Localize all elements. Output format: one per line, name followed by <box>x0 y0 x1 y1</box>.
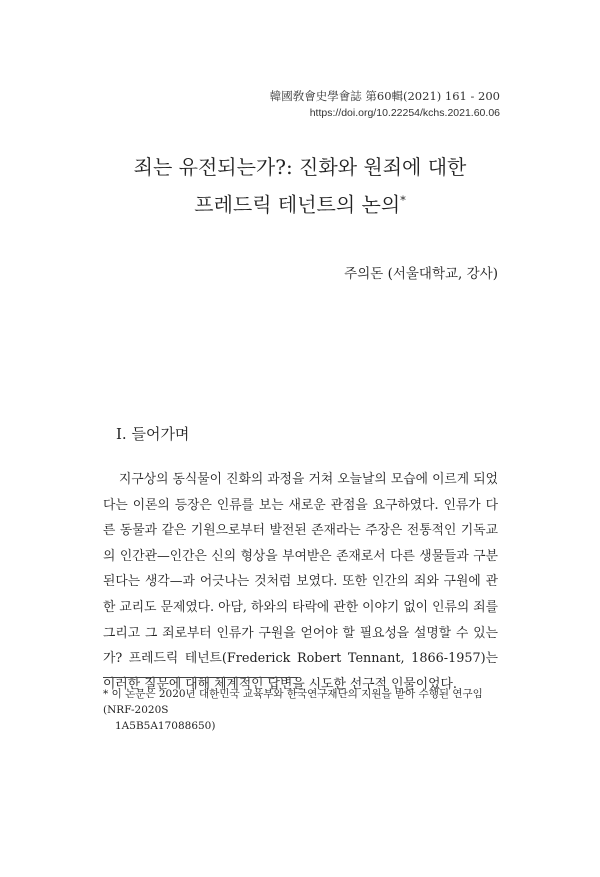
footnote-divider <box>103 677 298 678</box>
doi-link[interactable]: https://doi.org/10.22254/kchs.2021.60.06 <box>309 107 500 119</box>
title-line-2-text: 프레드릭 테넌트의 논의 <box>194 192 401 217</box>
title-line-2 <box>0 184 600 222</box>
footnote-text-continued: 1A5B5A17088650) <box>115 720 216 732</box>
footnote-text: * 이 논문은 2020년 대한민국 교육부와 한국연구재단의 지원을 받아 수행된 연구임(NRF-2020S <box>103 688 483 716</box>
title-line-1: 죄는 유전되는가?: 진화와 원죄에 대한 <box>133 155 467 179</box>
author-affiliation: 주의돈 (서울대학교, 강사) <box>344 266 498 282</box>
journal-header <box>270 88 500 122</box>
body-paragraph: 지구상의 동식물이 진화의 과정을 거쳐 오늘날의 모습에 이르게 되었다는 이론의 등장은 인류를 보는 새로운 관점을 요구하였다. 인류가 다른 동물과 같은 기원으로부터 발전된 존재라는 주장은 전통적인 기독교의 인간관—인간은 신의 형상을 부여받은 존재로서 다른 생물들과 구분된다는 생각—과 어긋나는 것처럼 보였다. 또한 인간의 죄와 구원에 관한 교리도 문제였다. 아담, 하와의 타락에 관한 이야기 없이 인류의 죄를 그리고 그 죄로부터 인류가 구원을 얻어야 할 필요성을 설명할 수 있는가? 프레드릭 테넌트(Frederick Robert Tennant, 1866-1957)는 이러한 질문에 대해 체계적인 답변을 시도한 선구적 인물이었다. <box>103 472 498 692</box>
paper-title <box>0 150 600 222</box>
footnote <box>103 686 503 734</box>
title-footnote-mark[interactable]: * <box>400 194 406 207</box>
journal-citation: 韓國敎會史學會誌 第60輯(2021) 161 - 200 <box>269 89 500 103</box>
section-heading: I. 들어가며 <box>116 425 190 443</box>
